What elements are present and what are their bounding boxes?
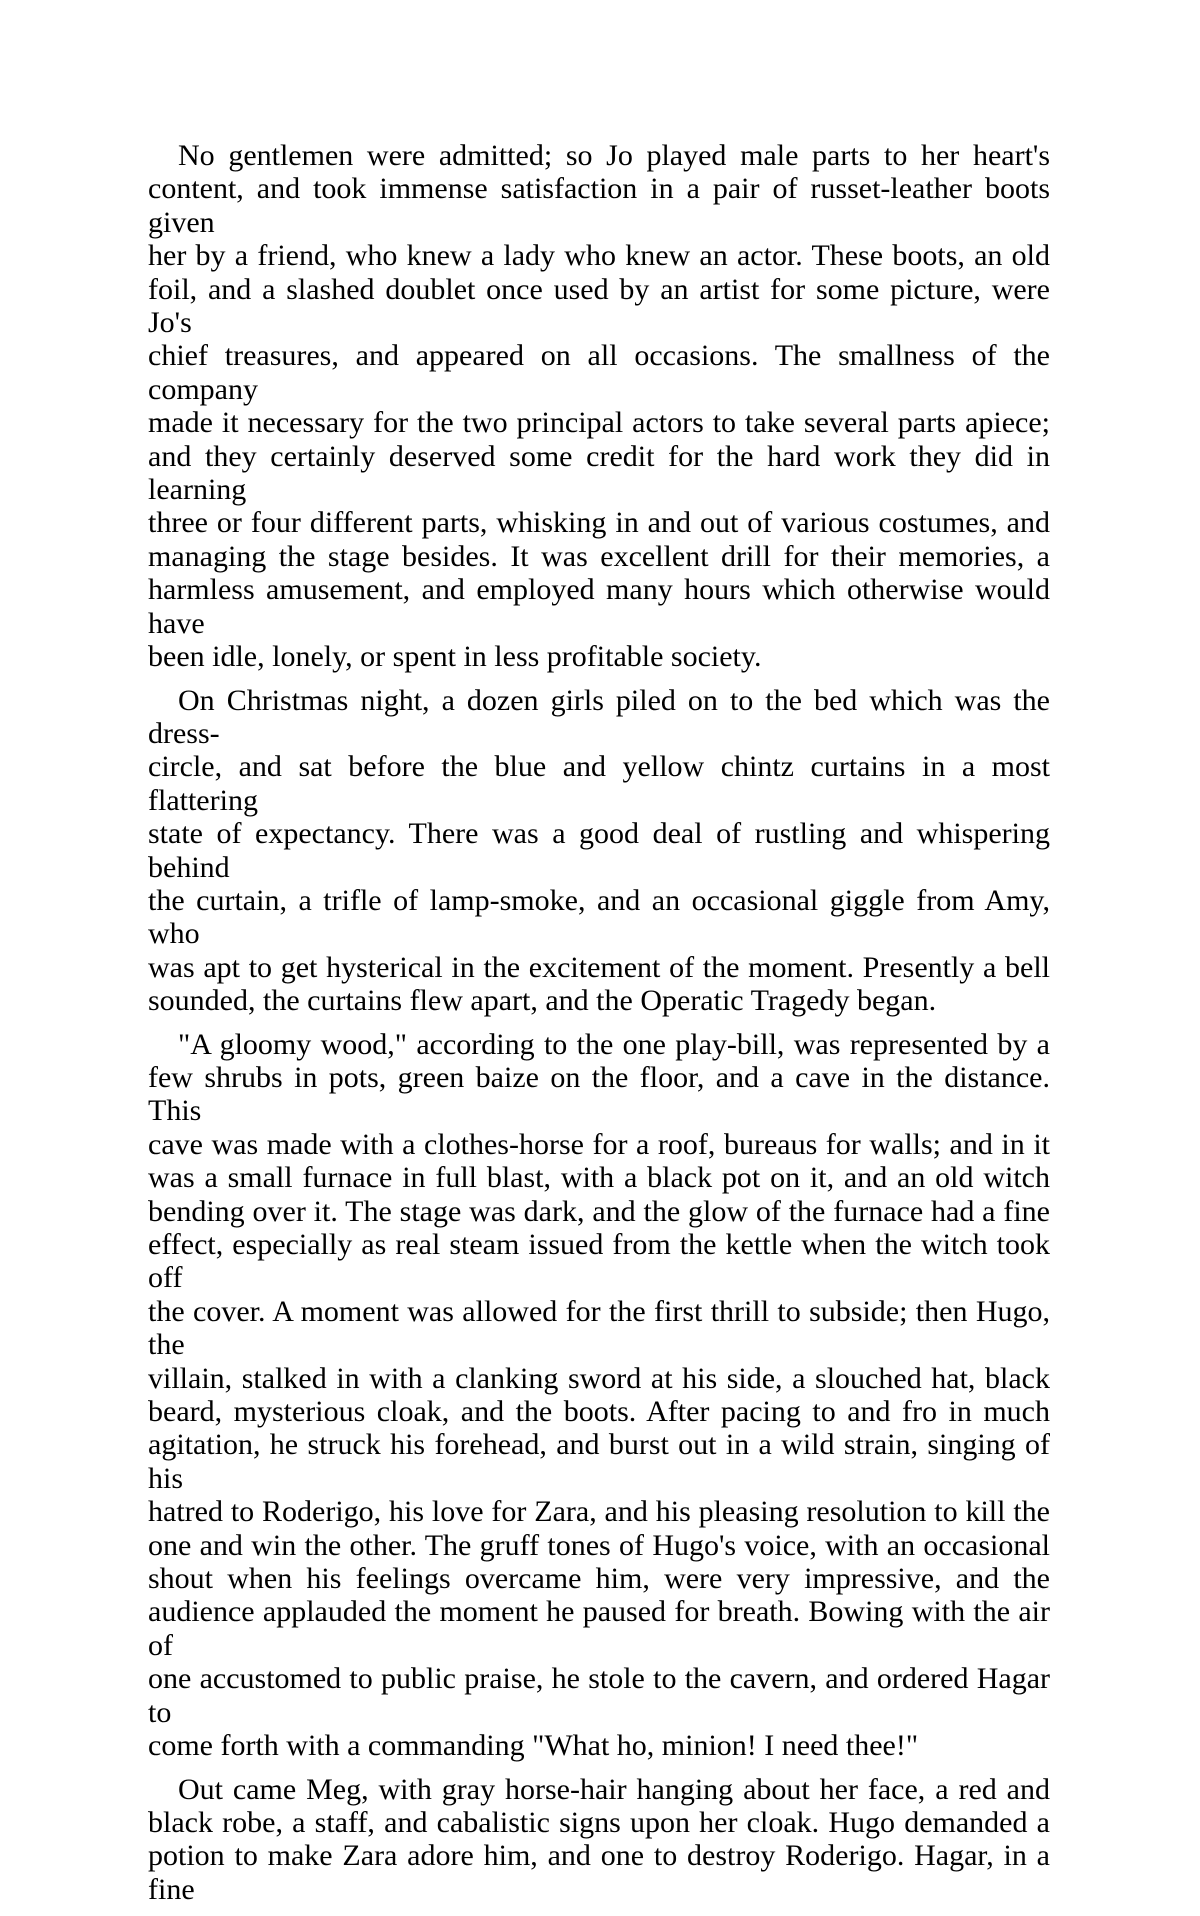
- text-line: made it necessary for the two principal actors to take several parts apiece;: [148, 406, 1050, 440]
- text-line: effect, especially as real steam issued from the kettle when the witch took off: [148, 1228, 1050, 1295]
- text-line: sounded, the curtains flew apart, and the Operatic Tragedy began.: [148, 984, 937, 1018]
- paragraph: [148, 684, 1050, 1018]
- text-line: No gentlemen were admitted; so Jo played male parts to her heart's: [178, 139, 1050, 172]
- text-line: her by a friend, who knew a lady who knew an actor. These boots, an old: [148, 239, 1050, 273]
- text-line: bending over it. The stage was dark, and the glow of the furnace had a fine: [148, 1194, 1050, 1228]
- text-line: the curtain, a trifle of lamp-smoke, and an occasional giggle from Amy, who: [148, 883, 1050, 951]
- text-line: was a small furnace in full blast, with a black pot on it, and an old witch: [148, 1161, 1050, 1195]
- text-line: few shrubs in pots, green baize on the floor, and a cave in the distance. This: [148, 1060, 1050, 1128]
- text-line: agitation, he struck his forehead, and burst out in a wild strain, singing of his: [148, 1428, 1050, 1495]
- text-line: one and win the other. The gruff tones of Hugo's voice, with an occasional: [148, 1528, 1050, 1562]
- text-line: was apt to get hysterical in the excitement of the moment. Presently a bell: [148, 950, 1050, 984]
- text-line: state of expectancy. There was a good deal of rustling and whispering behind: [148, 817, 1050, 884]
- text-line: circle, and sat before the blue and yellow chintz curtains in a most flattering: [148, 750, 1050, 817]
- text-line: cave was made with a clothes-horse for a roof, bureaus for walls; and in it: [148, 1127, 1050, 1161]
- text-line: shout when his feelings overcame him, were very impressive, and the: [148, 1562, 1050, 1596]
- text-line: and they certainly deserved some credit for the hard work they did in learning: [148, 439, 1050, 507]
- text-line: hatred to Roderigo, his love for Zara, and his pleasing resolution to kill the: [148, 1495, 1050, 1529]
- text-line: one accustomed to public praise, he stole to the cavern, and ordered Hagar to: [148, 1662, 1050, 1729]
- text-line: the cover. A moment was allowed for the first thrill to subside; then Hugo, the: [148, 1294, 1050, 1362]
- text-line: chief treasures, and appeared on all occasions. The smallness of the company: [148, 339, 1050, 406]
- page-text: [148, 139, 1050, 1916]
- text-line: foil, and a slashed doublet once used by an artist for some picture, were Jo's: [148, 272, 1050, 340]
- text-line: harmless amusement, and employed many hours which otherwise would have: [148, 573, 1050, 640]
- text-line: content, and took immense satisfaction in a pair of russet-leather boots given: [148, 172, 1050, 239]
- text-line: villain, stalked in with a clanking sword at his side, a slouched hat, black: [148, 1361, 1050, 1395]
- text-line: audience applauded the moment he paused for breath. Bowing with the air of: [148, 1595, 1050, 1662]
- paragraph: [148, 1773, 1050, 1907]
- text-line: managing the stage besides. It was excellent drill for their memories, a: [148, 539, 1050, 573]
- text-line: On Christmas night, a dozen girls piled on to the bed which was the dress-: [148, 683, 1050, 750]
- text-line: black robe, a staff, and cabalistic signs upon her cloak. Hugo demanded a: [148, 1805, 1050, 1839]
- text-line: beard, mysterious cloak, and the boots. After pacing to and fro in much: [148, 1395, 1050, 1429]
- text-line: "A gloomy wood," according to the one play-bill, was represented by a: [178, 1027, 1050, 1061]
- text-line: been idle, lonely, or spent in less profitable society.: [148, 640, 762, 674]
- text-line: three or four different parts, whisking in and out of various costumes, and: [148, 506, 1050, 540]
- text-line: come forth with a commanding "What ho, minion! I need thee!": [148, 1729, 919, 1763]
- text-line: Out came Meg, with gray horse-hair hanging about her face, a red and: [178, 1772, 1050, 1806]
- text-line: potion to make Zara adore him, and one to destroy Roderigo. Hagar, in a fine: [148, 1839, 1050, 1906]
- paragraph: [148, 139, 1050, 674]
- paragraph: [148, 1028, 1050, 1763]
